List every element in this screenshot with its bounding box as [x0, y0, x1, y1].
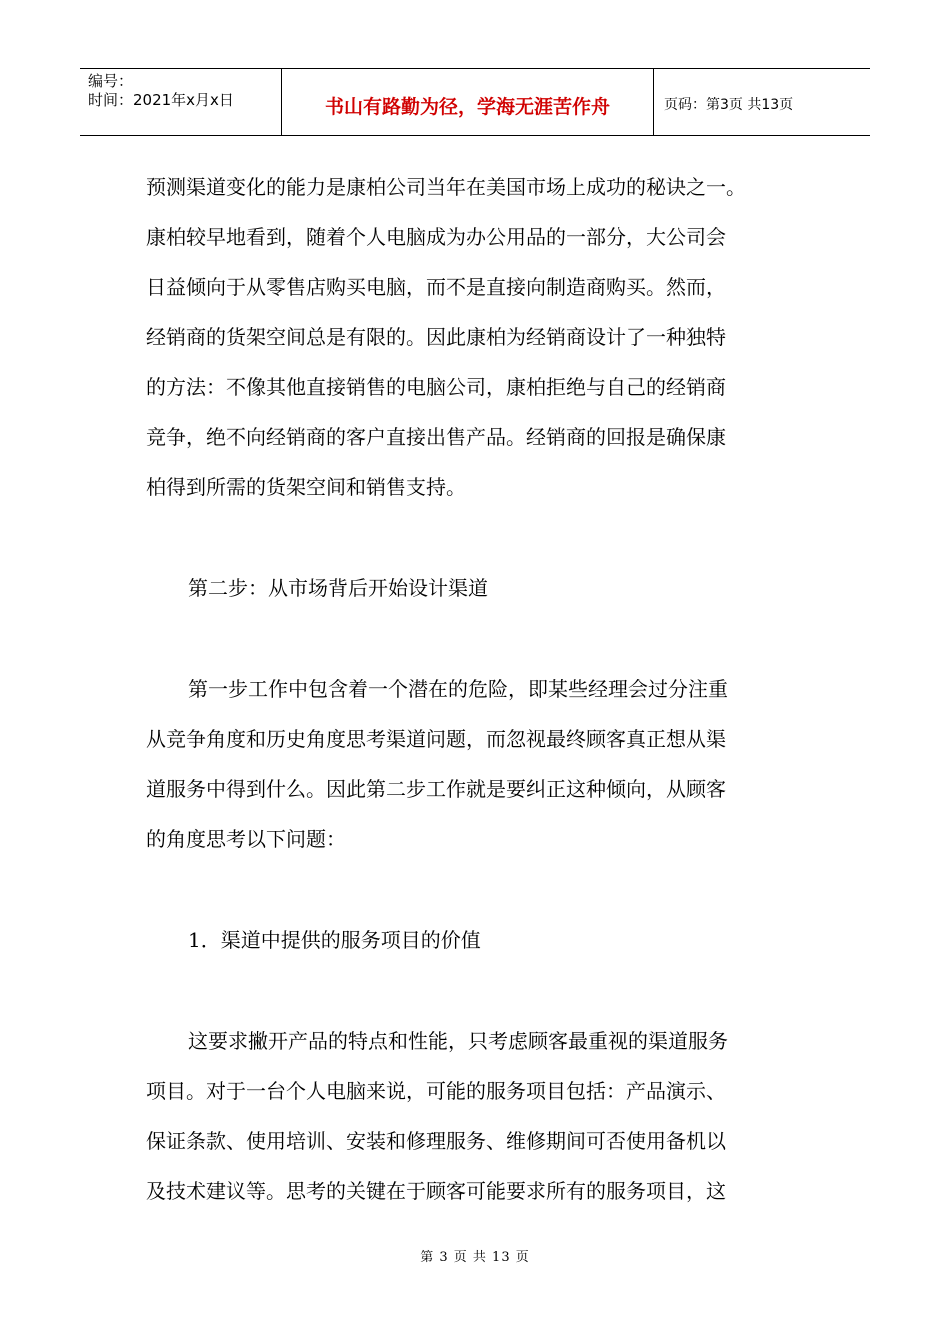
header-motto: 书山有路勤为径，学海无涯苦作舟 [282, 69, 654, 135]
list-item-1-heading: 1．渠道中提供的服务项目的价值 [188, 928, 481, 952]
paragraph-line: 柏得到所需的货架空间和销售支持。 [146, 475, 466, 499]
paragraph-line: 项目。对于一台个人电脑来说，可能的服务项目包括：产品演示、 [146, 1079, 726, 1103]
paragraph-line: 这要求撇开产品的特点和性能，只考虑顾客最重视的渠道服务 [188, 1029, 728, 1053]
paragraph-line: 第一步工作中包含着一个潜在的危险，即某些经理会过分注重 [188, 677, 728, 701]
header-page-label: 页码：第3页 共13页 [664, 97, 794, 113]
paragraph-line: 日益倾向于从零售店购买电脑，而不是直接向制造商购买。然而， [146, 275, 726, 299]
paragraph-line: 及技术建议等。思考的关键在于顾客可能要求所有的服务项目，这 [146, 1179, 726, 1203]
paragraph-line: 道服务中得到什么。因此第二步工作就是要纠正这种倾向，从顾客 [146, 777, 726, 801]
page-footer: 第 3 页 共 13 页 [420, 1250, 530, 1265]
section-heading-step-2: 第二步：从市场背后开始设计渠道 [188, 576, 488, 600]
paragraph-2 [146, 664, 806, 864]
paragraph-line: 的方法：不像其他直接销售的电脑公司，康柏拒绝与自己的经销商 [146, 375, 726, 399]
number-label: 编号： [88, 72, 134, 90]
paragraph-1 [146, 162, 806, 512]
paragraph-3 [146, 1016, 806, 1216]
time-label: 时间：2021年x月x日 [88, 91, 234, 109]
paragraph-line: 康柏较早地看到，随着个人电脑成为办公用品的一部分，大公司会 [146, 225, 726, 249]
paragraph-line: 保证条款、使用培训、安装和修理服务、维修期间可否使用备机以 [146, 1129, 726, 1153]
paragraph-line: 从竞争角度和历史角度思考渠道问题，而忽视最终顾客真正想从渠 [146, 727, 726, 751]
paragraph-line: 的角度思考以下问题： [146, 827, 346, 851]
paragraph-line: 竞争，绝不向经销商的客户直接出售产品。经销商的回报是确保康 [146, 425, 726, 449]
page-header [80, 68, 870, 136]
paragraph-line: 经销商的货架空间总是有限的。因此康柏为经销商设计了一种独特 [146, 325, 726, 349]
document-body [146, 162, 806, 1216]
paragraph-line: 预测渠道变化的能力是康柏公司当年在美国市场上成功的秘诀之一。 [146, 175, 746, 199]
header-meta [80, 69, 282, 135]
